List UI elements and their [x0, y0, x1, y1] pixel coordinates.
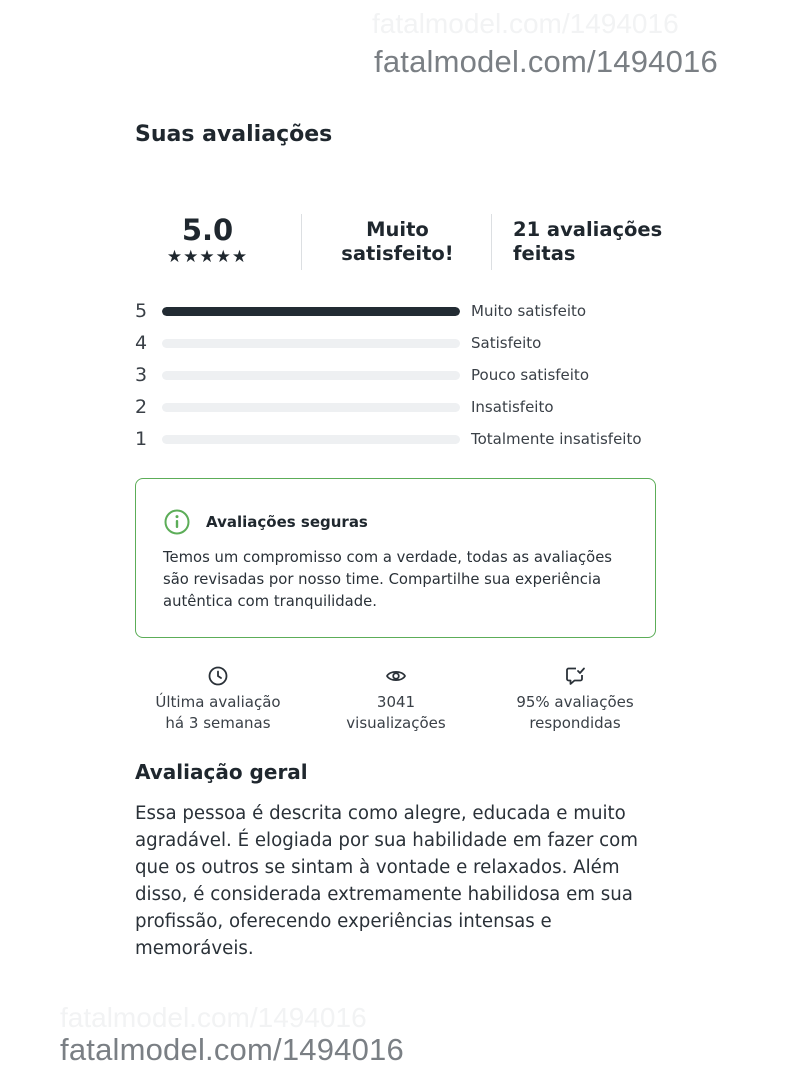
secure-reviews-title: Avaliações seguras	[206, 513, 368, 531]
stars-icon: ★★★★★	[166, 247, 249, 267]
watermark-ghost-top: fatalmodel.com/1494016	[372, 8, 679, 39]
reviews-count: 21 avaliações feitas	[513, 218, 663, 265]
score-block	[160, 212, 255, 266]
clock-icon	[207, 665, 229, 687]
rating-bar-fill	[162, 307, 460, 316]
stat-responses	[485, 665, 665, 734]
rating-summary	[135, 212, 663, 272]
watermark-ghost-bottom: fatalmodel.com/1494016	[60, 1002, 367, 1033]
stat-line2: visualizações	[346, 714, 446, 732]
rating-row	[135, 300, 675, 332]
rating-distribution	[135, 300, 675, 460]
divider	[491, 214, 492, 270]
rating-star-count: 5	[135, 300, 148, 322]
rating-star-count: 2	[135, 396, 148, 418]
stat-line2: respondidas	[529, 714, 621, 732]
rating-star-count: 3	[135, 364, 148, 386]
rating-star-count: 4	[135, 332, 148, 354]
rating-bar	[162, 435, 460, 444]
rating-label: Insatisfeito	[471, 398, 554, 416]
stat-views	[306, 665, 486, 734]
rating-row	[135, 396, 675, 428]
watermark-top: fatalmodel.com/1494016	[374, 44, 718, 79]
rating-label: Muito satisfeito	[471, 302, 587, 320]
chat-check-icon	[564, 665, 586, 687]
divider	[301, 214, 302, 270]
secure-reviews-text: Temos um compromisso com a verdade, todas as avaliações são revisadas por nosso time. Compartilhe sua experiência autêntica com tranquilidade.	[163, 549, 613, 610]
info-icon	[164, 509, 190, 535]
stats-row	[135, 665, 658, 745]
secure-reviews-box	[135, 478, 656, 638]
stat-line1: 3041	[376, 693, 416, 711]
stat-line2: há 3 semanas	[165, 714, 271, 732]
rating-label: Pouco satisfeito	[471, 366, 589, 384]
stat-line1: Última avaliação	[155, 693, 281, 711]
rating-bar	[162, 371, 460, 380]
average-score: 5.0	[181, 213, 234, 247]
rating-label: Satisfeito	[471, 334, 542, 352]
rating-row	[135, 428, 675, 460]
reviews-title: Suas avaliações	[135, 122, 333, 147]
overall-description: Essa pessoa é descrita como alegre, educada e muito agradável. É elogiada por sua habilidade em fazer com que os outros se sintam à vontade e relaxados. Além disso, é considerada extremamente habilidosa em sua profissão, oferecendo experiências intensas e memoráveis.	[135, 803, 638, 959]
stat-line1: 95% avaliações	[516, 693, 634, 711]
rating-row	[135, 364, 675, 396]
rating-bar	[162, 339, 460, 348]
satisfaction-text: Muito satisfeito!	[341, 218, 454, 265]
rating-label: Totalmente insatisfeito	[471, 430, 642, 448]
eye-icon	[385, 665, 407, 687]
stat-last-review	[128, 665, 308, 734]
rating-bar	[162, 403, 460, 412]
rating-row	[135, 332, 675, 364]
watermark-bottom: fatalmodel.com/1494016	[60, 1032, 404, 1067]
overall-title: Avaliação geral	[135, 760, 308, 784]
rating-bar	[162, 307, 460, 316]
rating-star-count: 1	[135, 428, 148, 450]
